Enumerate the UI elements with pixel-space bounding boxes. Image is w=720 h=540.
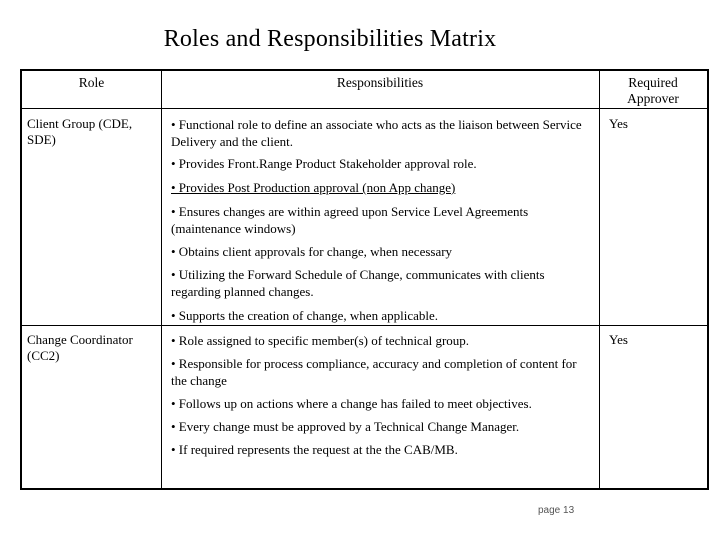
header-responsibilities: Responsibilities	[336, 75, 424, 90]
column-divider	[599, 71, 600, 488]
responsibilities-matrix	[20, 69, 709, 490]
responsibility-item: • If required represents the request at the the CAB/MB.	[171, 442, 458, 457]
column-divider	[161, 71, 162, 488]
responsibility-item: • Ensures changes are within agreed upon Service Level Agreements (maintenance windows)	[171, 204, 529, 236]
role-line: Change Coordinator	[27, 332, 133, 347]
header-divider	[22, 108, 707, 109]
header-approver-line2: Approver	[627, 91, 679, 106]
responsibility-item: • Provides Post Production approval (non App change)	[171, 180, 456, 195]
approver-cell: Yes	[609, 332, 628, 347]
page-title: Roles and Responsibilities Matrix	[163, 26, 497, 52]
role-line: Client Group (CDE,	[27, 116, 133, 131]
responsibility-item: • Utilizing the Forward Schedule of Change, communicates with clients regarding planned changes.	[171, 267, 545, 299]
role-line: SDE)	[27, 132, 56, 147]
role-line: (CC2)	[27, 348, 60, 363]
responsibility-item: • Provides Front.Range Product Stakeholder approval role.	[171, 156, 477, 171]
approver-cell: Yes	[609, 116, 628, 131]
responsibility-item: • Role assigned to specific member(s) of technical group.	[171, 333, 470, 348]
responsibility-item: • Obtains client approvals for change, when necessary	[171, 244, 453, 259]
role-cell	[27, 116, 159, 148]
responsibility-item: • Every change must be approved by a Technical Change Manager.	[171, 419, 520, 434]
responsibility-item: • Functional role to define an associate who acts as the liaison between Service Delivery and the client.	[171, 117, 582, 149]
responsibility-item: • Follows up on actions where a change has failed to meet objectives.	[171, 396, 532, 411]
header-role: Role	[78, 75, 105, 90]
page-number: page 13	[538, 505, 575, 516]
header-required-approver	[599, 75, 707, 107]
responsibility-item: • Supports the creation of change, when applicable.	[171, 308, 438, 323]
row-divider	[22, 325, 707, 326]
header-approver-line1: Required	[628, 75, 678, 90]
role-cell	[27, 332, 159, 364]
responsibility-item: • Responsible for process compliance, accuracy and completion of content for the change	[171, 356, 577, 388]
